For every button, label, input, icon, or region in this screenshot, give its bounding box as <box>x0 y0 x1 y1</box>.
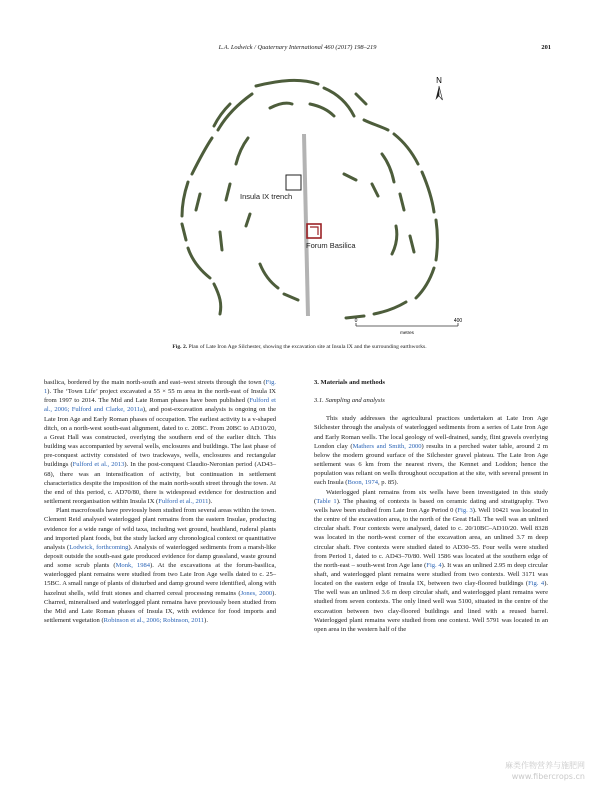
forum-basilica-box <box>307 224 321 238</box>
paragraph <box>314 414 548 487</box>
label-forum-basilica: Forum Basilica <box>306 241 356 250</box>
text-run: ). At the excavations at the forum-basilica, waterlogged plant remains were studied from two Late Iron Age wells dated to c. 25–15BC. A small range of plants of disturbed and damp ground were identified, along with hazelnut shells, wild fruit stones and charred cereal processing remains ( <box>44 562 277 597</box>
forum-basilica-inner <box>310 227 318 235</box>
running-header <box>0 44 595 58</box>
paragraph <box>44 506 276 625</box>
citation-link[interactable]: Mathers and Smith, 2000 <box>352 442 422 450</box>
caption-text: Plan of Late Iron Age Silchester, showing the excavation site at Insula IX and the surrounding earthworks. <box>187 344 427 350</box>
citation-link[interactable]: Jones, 2000 <box>240 589 273 597</box>
figure-caption <box>52 344 547 350</box>
scale-max: 400 <box>453 318 463 324</box>
earthwork-segment <box>356 94 366 104</box>
text-run: ), and post-excavation analysis is ongoing on the Late Iron Age and Early Roman phases of occupation. The earliest activity is a v-shaped ditch, on a north-west south-east alignment, dated to c. 20BC. From 20BC to AD10/20, a Great Hall was constructed, overlying the southern end of the earlier ditch. This building was accompanied by several wells, enclosures and buildings. The last phase of pre-conquest activity consisted of two trackways, wells, enclosures and rectangular buildings ( <box>44 406 276 469</box>
earthwork-segment <box>394 134 418 164</box>
citation-link[interactable]: Fig. 4 <box>528 580 545 588</box>
silchester-plan-figure <box>160 64 470 342</box>
journal-citation: L.A. Lodwick / Quaternary International 460 (2017) 198–219 <box>218 44 377 51</box>
citation-link[interactable]: Lodwick, forthcoming <box>69 543 129 551</box>
subsection-heading: 3.1. Sampling and analysis <box>314 397 385 405</box>
earthwork-segment <box>422 172 434 212</box>
section-heading: 3. Materials and methods <box>314 379 385 386</box>
text-run: ). Charred, mineralised and waterlogged plant remains have previously been studied from the Mid and Late Roman phases of Insula IX, with evidence for food imports and settlement vegetation ( <box>44 589 276 625</box>
earthwork-segment <box>374 302 406 314</box>
text-run: ). Well 10421 was located in the centre of the excavation area, to the north of the Great Hall. The well was an unlined circular shaft. Four contexts were analysed, dated to c. 20/10BC–AD10/20. Well 8328 was located in the north-west corner of the excavation area, an unlined 3.7 m deep circular shaft. Five contexts were studied dated to AD30–55. Four wells were studied from Period 1, dated to c. AD43–70/80. Well 1586 was located at the southern edge of the north-east – south-west Iron Age lane ( <box>314 506 549 569</box>
text-run: ) results in a perched water table, around 2 m below the modern ground surface of the Silchester gravel plateau. The Late Iron Age settlement was 6 km from the nearest rivers, the Kennet and Loddon; hence the population was reliant on wells throughout occupation at the site, with several present in each Insula ( <box>314 442 548 487</box>
earthwork-segment <box>182 224 186 240</box>
text-run: ). It was an unlined 2.95 m deep circular shaft, and waterlogged plant remains were studied from two contexts. Well 3171 was located on the eastern edge of Insula IX, between two clay-floored buildings ( <box>314 561 549 588</box>
caption-label: Fig. 2. <box>172 344 188 350</box>
paragraph <box>314 488 548 635</box>
earthwork-segment <box>372 184 378 196</box>
text-run: Waterlogged plant remains from six wells have been investigated in this study ( <box>314 488 548 505</box>
citation-link[interactable]: Fulford et al., 2006; Fulford and Clarke, 2011a <box>44 397 276 414</box>
earthwork-segment <box>192 138 212 174</box>
earthwork-segment <box>196 194 200 210</box>
earthwork-segment <box>256 80 318 86</box>
north-arrow-icon-half <box>439 86 443 100</box>
paragraph <box>44 378 276 506</box>
text-run: ). The phasing of contexts is based on ceramic dating and stratigraphy. Two wells have been studied from Late Iron Age Period 0 ( <box>314 497 548 514</box>
citation-link[interactable]: Fig. 4 <box>426 561 442 569</box>
earthwork-segment <box>344 174 356 180</box>
text-run: ). The well was an unlined 3.6 m deep circular shaft, and waterlogged plant remains were studied from seven contexts. The only lined well was 5100, situated in the centre of the excavation between two clay-floored buildings and lined with a reused barrel. Waterlogged plant remains were studied from one context. Well 5791 was located in an open area in the western half of the <box>314 580 549 633</box>
citation-link[interactable]: Fig. 1 <box>44 379 276 396</box>
text-run: ). In the post-conquest Claudio-Neronian period (AD43–68), there was an intensification of activity, but continuation in settlement characteristics despite the imposition of the main north-south street through the town. At the end of this period, c. AD70/80, there is widespread evidence for destruction and settlement reorganisation within Insula IX ( <box>44 461 276 506</box>
text-run: basilica, bordered by the main north-south and east–west streets through the town ( <box>44 379 266 386</box>
text-run: ). Analysis of waterlogged sediments from a marsh-like deposit outside the south-east gate produced evidence for damp grassland, waste ground and some scrub plants ( <box>44 543 276 570</box>
earthwork-segment <box>310 104 334 116</box>
citation-link[interactable]: Table 1 <box>316 497 337 505</box>
earthwork-segment <box>400 194 404 210</box>
scale-zero: 0 <box>354 318 358 324</box>
scale-bar <box>355 318 463 335</box>
earthwork-segment <box>246 214 250 226</box>
watermark-cn: 麻类作物营养与施肥网 <box>505 761 585 770</box>
north-arrow <box>436 76 443 100</box>
north-arrow-icon <box>436 86 440 100</box>
earthwork-segment <box>214 284 221 314</box>
earthwork-segment <box>182 182 188 216</box>
text-run: This study addresses the agricultural practices undertaken at Late Iron Age Silchester through the analysis of waterlogged sediments from a series of Late Iron Age and Early Roman wells. The local geology of well-drained, sandy, flint gravels overlying London clay ( <box>314 415 548 450</box>
earthwork-segment <box>188 248 210 278</box>
insula-ix-trench-box <box>286 175 301 190</box>
earthwork-segment <box>236 138 248 164</box>
earthwork-segment <box>416 268 434 298</box>
watermark-url: www.fibercrops.cn <box>511 772 585 781</box>
page-number: 201 <box>541 44 551 51</box>
earthwork-segment <box>260 264 278 288</box>
label-insula-trench: Insula IX trench <box>240 192 293 201</box>
earthwork-segment <box>270 103 292 108</box>
citation-link[interactable]: Boon, 1974 <box>347 479 379 487</box>
text-run: ). The ‘Town Life’ project excavated a 55 × 55 m area in the north-east of Insula IX from 1997 to 2014. The Mid and Late Roman phases have been published ( <box>44 388 276 405</box>
right-column <box>314 378 548 634</box>
citation-link[interactable]: Fig. 3 <box>457 506 473 514</box>
earthwork-segment <box>226 184 230 200</box>
citation-link[interactable]: Monk, 1984 <box>115 562 151 570</box>
citation-link[interactable]: Fulford et al., 2013 <box>72 461 125 469</box>
earthwork-segment <box>284 294 298 300</box>
earthwork-segment <box>436 220 438 260</box>
earthwork-segment <box>392 226 397 254</box>
scale-unit: metres <box>400 330 414 335</box>
earthwork-segment <box>220 232 222 250</box>
site-watermark <box>505 760 585 782</box>
north-label: N <box>436 76 442 85</box>
citation-link[interactable]: Robinson et al., 2006; Robinson, 2011 <box>103 617 205 625</box>
text-run: ). <box>208 498 213 506</box>
text-run: ). <box>204 617 208 625</box>
text-run: Plant macrofossils have previously been studied from several areas within the town. Clement Reid analysed waterlogged plant remains from the eastern Insulae, producing evidence for a wide range of wild taxa, including wet ground, heathland, ruderal plants and imported plant foods, but the study lacked any chronological context or quantitative analysis ( <box>44 507 276 551</box>
earthwork-segment <box>410 236 414 252</box>
earthwork-segment <box>382 154 394 182</box>
earthworks-layer <box>182 80 438 318</box>
citation-link[interactable]: Fulford et al., 2011 <box>158 498 209 506</box>
text-run: , p. 85). <box>378 479 399 487</box>
earthwork-segment <box>364 120 388 130</box>
left-column <box>44 378 276 625</box>
